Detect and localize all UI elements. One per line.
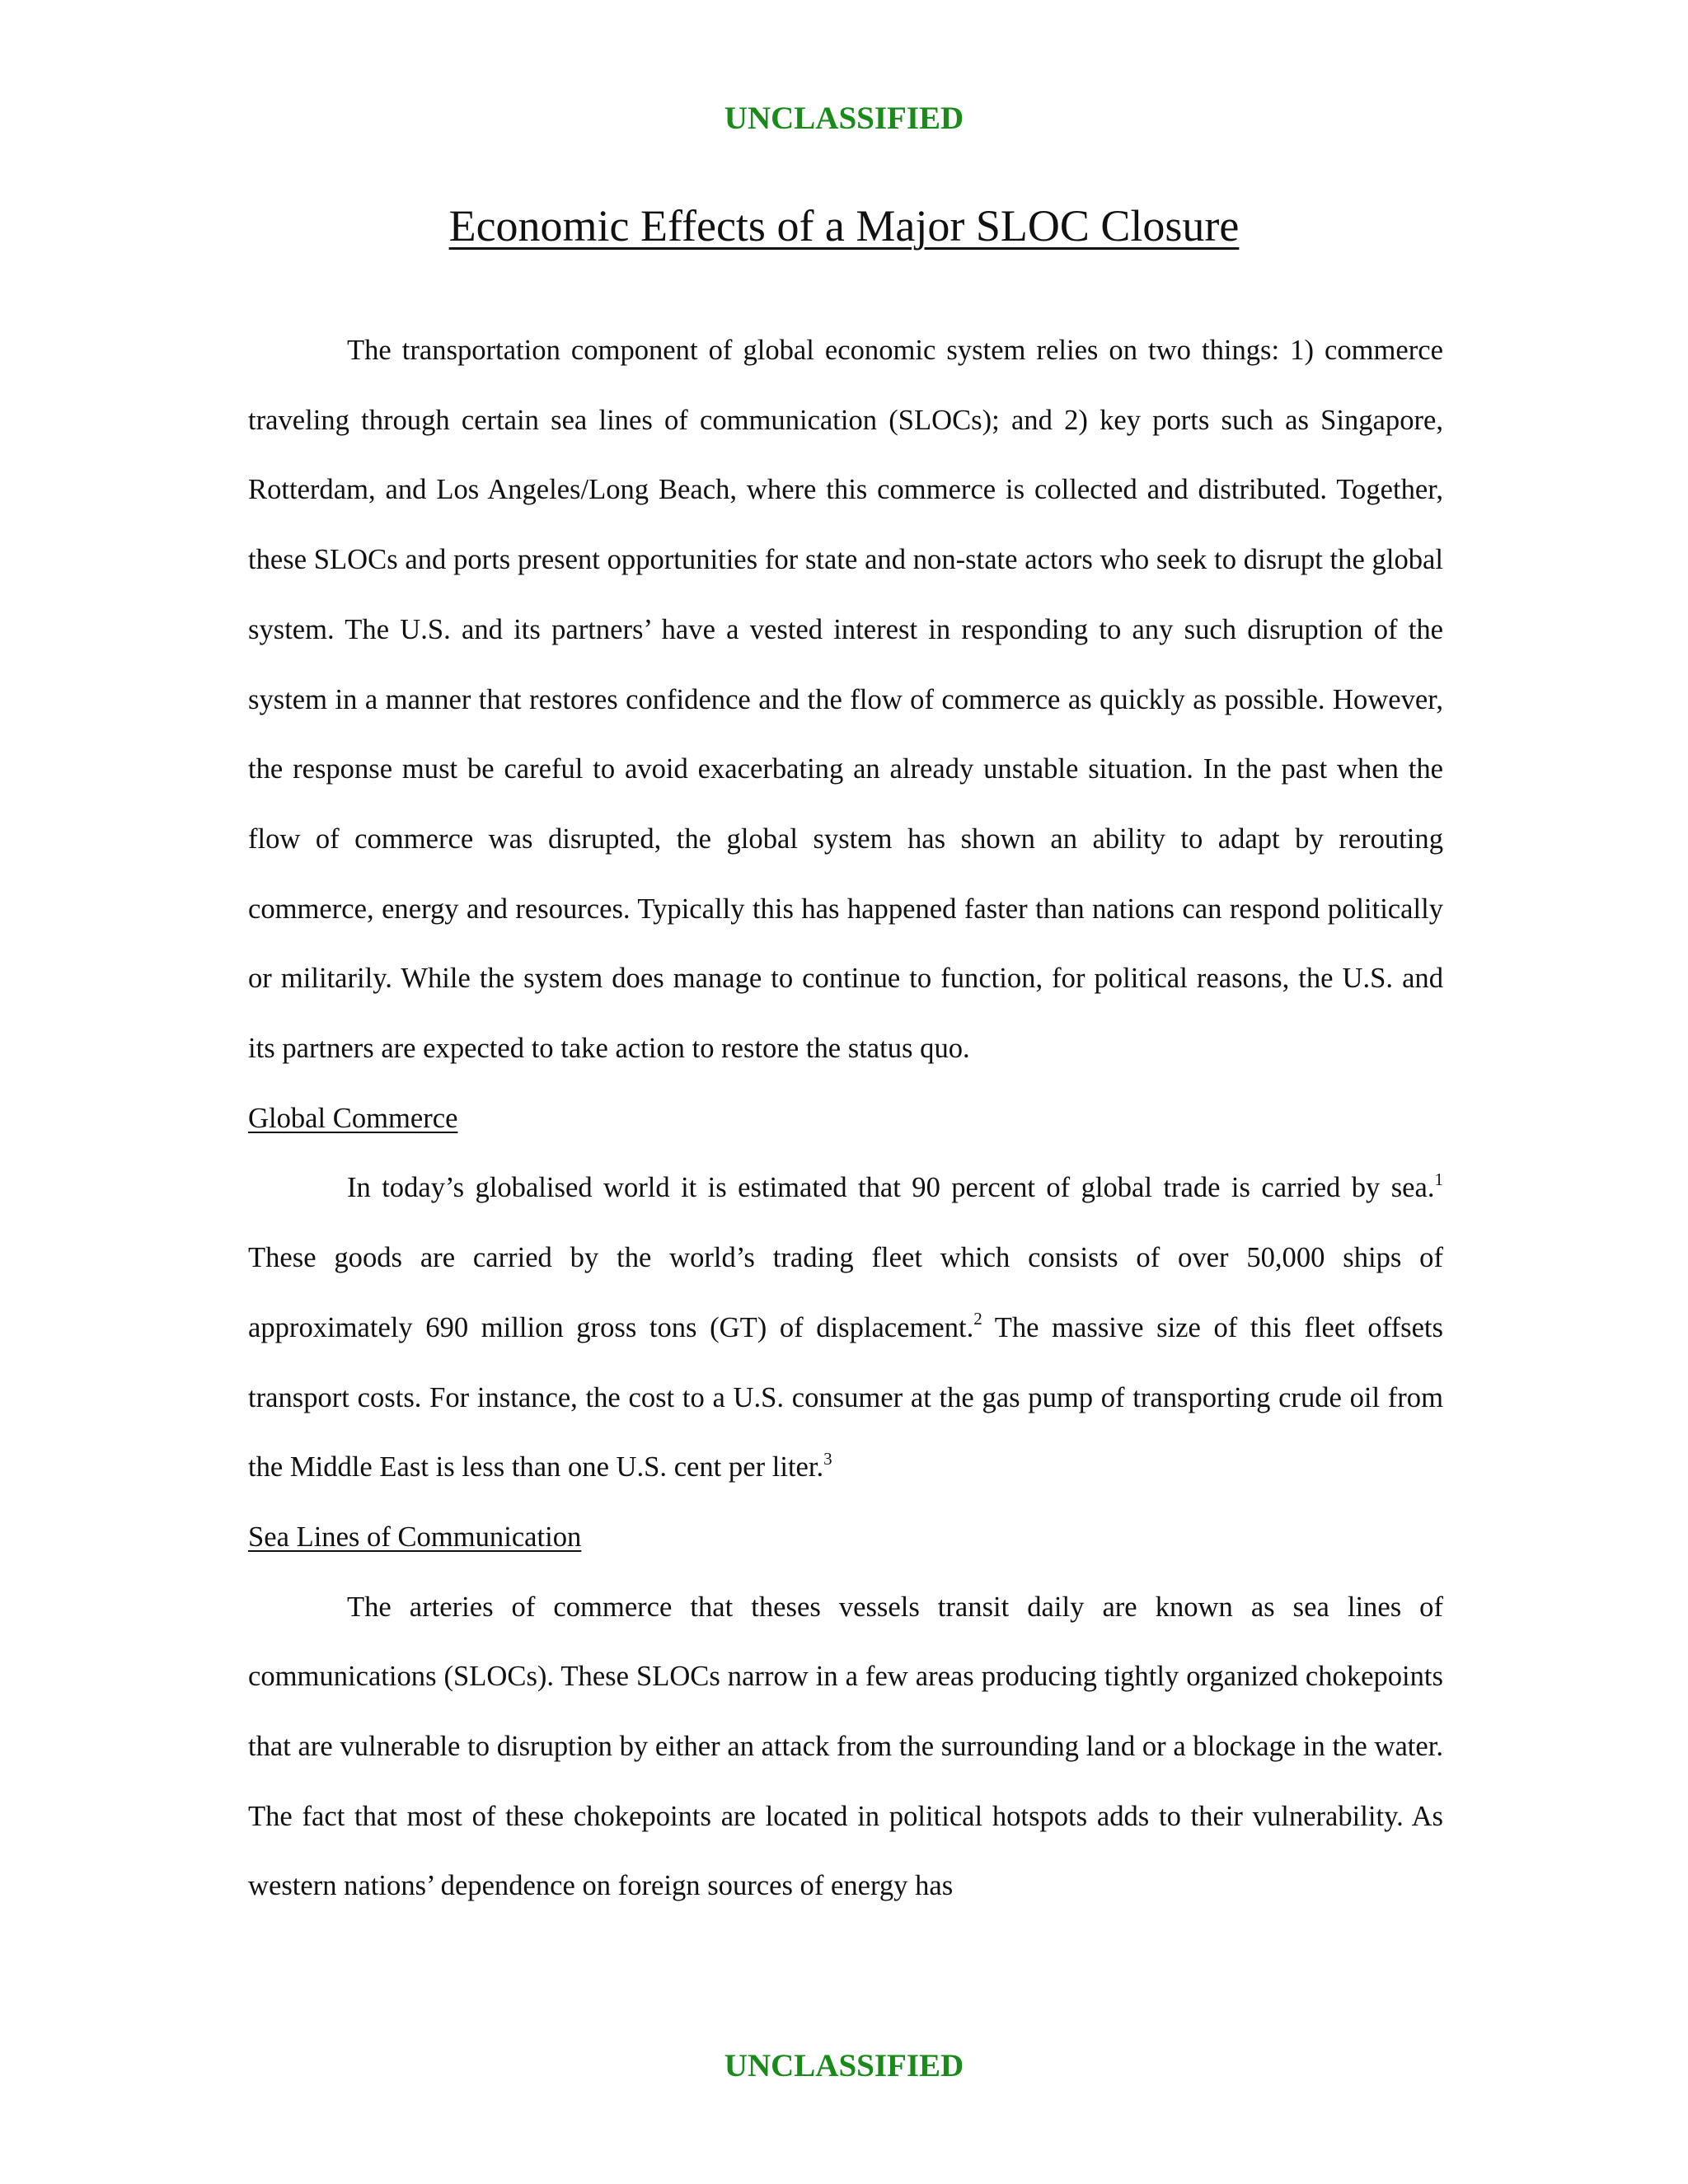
intro-paragraph: The transportation component of global economic system relies on two things: 1) commerce traveling through certain sea lines of communication (SLOCs); and 2) key ports such as Singapore, Rotterdam, and Los Angeles/Long Beach, where this commerce is collected and distributed. Together, these SLOCs and ports present opportunities for state and non-state actors who seek to disrupt the global system. The U.S. and its partners’ have a vested interest in responding to any such disruption of the system in a manner that restores confidence and the flow of commerce as quickly as possible. However, the response must be careful to avoid exacerbating an already unstable situation. In the past when the flow of commerce was disrupted, the global system has shown an ability to adapt by rerouting commerce, energy and resources. Typically this has happened faster than nations can respond politically or militarily. While the system does manage to continue to function, for political reasons, the U.S. and its partners are expected to take action to restore the status quo. <box>248 335 1443 1065</box>
global-commerce-paragraph <box>248 1153 1443 1502</box>
footnote-ref-1[interactable]: 1 <box>1434 1169 1443 1189</box>
sea-lines-paragraph: The arteries of commerce that theses vessels transit daily are known as sea lines of communications (SLOCs). These SLOCs narrow in a few areas producing tightly organized chokepoints that are vulnerable to disruption by either an attack from the surrounding land or a blockage in the water. The fact that most of these chokepoints are located in political hotspots adds to their vulnerability. As western nations’ dependence on foreign sources of energy has <box>248 1591 1443 1902</box>
global-commerce-text-2: These goods are carried by the world’s trading fleet which consists of over 50,000 ships of approximately 690 million gross tons (GT) of displacement. <box>248 1242 1443 1343</box>
page-title: Economic Effects of a Major SLOC Closure <box>448 201 1240 251</box>
section-heading-sea-lines: Sea Lines of Communication <box>248 1521 582 1553</box>
footnote-ref-2[interactable]: 2 <box>973 1309 982 1329</box>
classification-footer: UNCLASSIFIED <box>724 2048 964 2083</box>
footnote-ref-3[interactable]: 3 <box>823 1448 832 1469</box>
global-commerce-text-1: In today’s globalised world it is estimated that 90 percent of global trade is carried by sea. <box>347 1172 1435 1204</box>
classification-header: UNCLASSIFIED <box>724 101 964 136</box>
section-heading-global-commerce: Global Commerce <box>248 1102 458 1134</box>
global-commerce-text-3: The massive size of this fleet offsets transport costs. For instance, the cost to a U.S. consumer at the gas pump of transporting crude oil from the Middle East is less than one U.S. cent per liter. <box>248 1311 1443 1483</box>
document-body <box>248 316 1443 1921</box>
